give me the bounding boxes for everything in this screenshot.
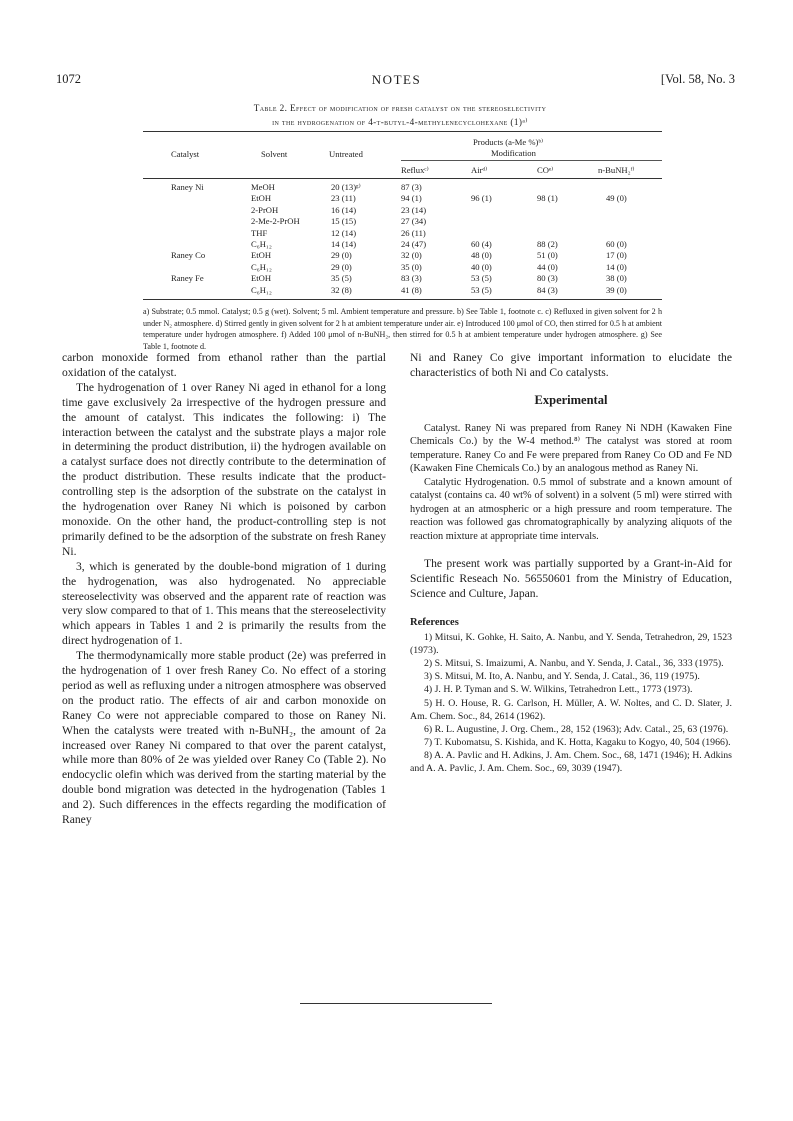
reference-item: 5) H. O. House, R. G. Carlson, H. Müller, A. W. Noltes, and C. D. Slater, J. Am. Chem. Soc., 84, 2614 (1962). <box>410 697 732 722</box>
header-modification: Modification <box>491 148 536 158</box>
cell-reflux: 41 (8) <box>401 284 422 295</box>
cell-reflux: 35 (0) <box>401 261 422 272</box>
cell-untreated: 14 (14) <box>331 238 357 249</box>
cell-co: 88 (2) <box>537 238 558 249</box>
cell-nbunh2: 38 (0) <box>606 273 627 284</box>
catalyst-paragraph: Catalyst. Raney Ni was prepared from Raney Ni NDH (Kawaken Fine Chemicals Co.) by the W-4 method.⁸⁾ The catalyst was stored at room temperature. Raney Co and Fe were prepared from Raney Co OD and Fe ND (Kawaken Fine Chemicals Co.) by an analogous method as Raney Ni. <box>410 422 732 475</box>
cell-co: 84 (3) <box>537 284 558 295</box>
table-row <box>143 250 662 261</box>
references-heading: References <box>410 616 459 628</box>
cell-nbunh2: 17 (0) <box>606 250 627 261</box>
cell-catalyst: Raney Co <box>171 250 206 261</box>
reference-item: 3) S. Mitsui, M. Ito, A. Nanbu, and Y. Senda, J. Catal., 36, 119 (1975). <box>424 671 700 683</box>
volume-label: [Vol. 58, No. 3 <box>660 72 735 86</box>
cell-solvent: C₆H₁₂ <box>251 284 272 295</box>
cell-reflux: 94 (1) <box>401 193 422 204</box>
cell-nbunh2: 49 (0) <box>606 193 627 204</box>
paragraph: The hydrogenation of 1 over Raney Ni aged in ethanol for a long time gave exclusively 2a irrespective of the hydrogen pressure and the amount of catalyst. This indicates the following: i) The interaction between the catalyst and the substrate plays a major role in determining the product distribution, ii) the hydrogen available on a catalyst surface does not directly contribute to the determination of the product distribution. These results indicate that the product-controlling step is the adsorption of the substrate on the catalyst in the hydrogenation over Raney Ni which is poisoned by carbon monoxide. On the other hand, the product-controlling step is not primarily defined to be the adsorption of the substrate on fresh Raney Ni. <box>62 380 386 558</box>
cell-co: 44 (0) <box>537 261 558 272</box>
cell-nbunh2: 14 (0) <box>606 261 627 272</box>
table-row <box>143 285 662 296</box>
header-co: COᵉ⁾ <box>537 165 554 175</box>
cell-air: 48 (0) <box>471 250 492 261</box>
reference-item: 2) S. Mitsui, S. Imaizumi, A. Nanbu, and Y. Senda, J. Catal., 36, 333 (1975). <box>424 658 724 670</box>
cell-solvent: C₆H₁₂ <box>251 238 272 249</box>
reference-item: 4) J. H. P. Tyman and S. W. Wilkins, Tetrahedron Lett., 1773 (1973). <box>424 684 693 696</box>
cell-untreated: 12 (14) <box>331 227 357 238</box>
reference-item: 6) R. L. Augustine, J. Org. Chem., 28, 152 (1963); Adv. Catal., 25, 63 (1976). <box>424 723 729 735</box>
table-row <box>143 273 662 284</box>
cell-untreated: 29 (0) <box>331 261 352 272</box>
table-header <box>143 132 662 178</box>
cell-untreated: 15 (15) <box>331 216 357 227</box>
cell-untreated: 35 (5) <box>331 273 352 284</box>
header-mod-rule <box>401 160 662 161</box>
cell-untreated: 20 (13)ᵍ⁾ <box>331 182 361 192</box>
reference-item: 7) T. Kubomatsu, S. Kishida, and K. Hotta, Kagaku to Kogyo, 40, 504 (1966). <box>424 736 731 748</box>
references <box>410 616 732 775</box>
header-air: Airᵈ⁾ <box>471 165 488 175</box>
cell-reflux: 32 (0) <box>401 250 422 261</box>
section-title: NOTES <box>371 72 422 87</box>
table-row <box>143 239 662 250</box>
cell-nbunh2: 60 (0) <box>606 238 627 249</box>
table-caption-line2: in the hydrogenation of 4-t-butyl-4-methylenecyclohexane (1)ᵃ⁾ <box>272 117 528 127</box>
header-untreated: Untreated <box>329 149 363 159</box>
cell-solvent: EtOH <box>251 193 272 204</box>
cell-air: 60 (4) <box>471 238 492 249</box>
cell-co: 80 (3) <box>537 273 558 284</box>
right-column <box>410 351 732 775</box>
cell-solvent: THF <box>251 227 268 238</box>
cell-untreated: 23 (11) <box>331 193 356 204</box>
cell-air: 53 (5) <box>471 284 492 295</box>
cell-untreated: 16 (14) <box>331 204 357 215</box>
cell-air: 96 (1) <box>471 193 492 204</box>
table-row <box>143 193 662 204</box>
header-reflux: Refluxᶜ⁾ <box>401 165 429 175</box>
acknowledgment: The present work was partially supported by a Grant-in-Aid for Scientific Reseach No. 56550601 from the Ministry of Education, Science and Culture, Japan. <box>410 557 732 601</box>
paragraph: The thermodynamically more stable product (2e) was preferred in the hydrogenation of 1 over fresh Raney Co. No effect of a storing period as well as refluxing under a nitrogen atmosphere was observed on the product ratio. The effects of air and carbon monoxide on Raney Co were not appreciable compared to those on Raney Ni. When the catalysts were treated with n-BuNH₂, the amount of 2a increased over Raney Ni compared to that over the parent catalyst, while more than 80% of 2e was yielded over Raney Co (Table 2). No endocyclic olefin which was derived from the starting material by the double bond migration was detected in the hydrogenation (Tables 1 and 2). Such differences in the effects regarding the modification of Raney <box>62 649 386 827</box>
cell-air: 53 (5) <box>471 273 492 284</box>
table-caption-line1: Table 2. Effect of modification of fresh catalyst on the stereoselectivity <box>253 103 547 113</box>
end-rule <box>300 1003 492 1004</box>
table-footnotes: a) Substrate; 0.5 mmol. Catalyst; 0.5 g (wet). Solvent; 5 ml. Ambient temperature and pressure. b) See Table 1, footnote c. c) Refluxed in given solvent for 2 h under N₂ atmosphere. d) Stirred gently in given solvent for 2 h at ambient temperature under air. e) Introduced 100 μmol of CO, then stirred for 0.5 h at ambient temperature under hydrogen atmosphere. f) Added 100 μmol of n-BuNH₂, then stirred for 0.5 h at ambient temperature under hydrogen atmosphere. g) See Table 1, footnote d. <box>143 307 662 351</box>
header-nbunh2: n-BuNH₂ᶠ⁾ <box>598 165 635 175</box>
table-row <box>143 228 662 239</box>
header-catalyst: Catalyst <box>171 149 200 159</box>
cell-reflux: 27 (34) <box>401 216 427 227</box>
page-number: 1072 <box>56 72 81 86</box>
table-caption <box>120 101 680 129</box>
cell-co: 98 (1) <box>537 193 558 204</box>
paragraph: 3, which is generated by the double-bond migration of 1 during the hydrogenation, was also hydrogenated. No appreciable stereoselectivity was observed and the apparent rate of reaction was very slow compared to that of 1. This means that the stereoselectivity which appears in Tables 1 and 2 is primarily the results from the direct hydrogenation of 1. <box>62 559 386 648</box>
cell-reflux: 26 (11) <box>401 227 426 238</box>
table-row <box>143 182 662 193</box>
cell-reflux: 24 (47) <box>401 238 427 249</box>
cell-solvent: EtOH <box>251 250 272 261</box>
table-row <box>143 216 662 227</box>
reference-item: 8) A. A. Pavlic and H. Adkins, J. Am. Chem. Soc., 68, 1471 (1946); H. Adkins and A. A. Pavlic, J. Am. Chem. Soc., 69, 3039 (1947). <box>410 749 732 774</box>
hydrogenation-paragraph: Catalytic Hydrogenation. 0.5 mmol of substrate and a known amount of catalyst (contains ca. 40 wt% of solvent) in a solvent (5 ml) were stirred with hydrogen at an atmospheric or a high pressure and room temperature. The reaction was followed gas chromatographically by analyzing aliquots of the reaction mixture at appropriate time intervals. <box>410 476 732 542</box>
cell-solvent: EtOH <box>251 273 272 284</box>
table-row <box>143 205 662 216</box>
cell-solvent: MeOH <box>251 182 275 192</box>
cell-reflux: 23 (14) <box>401 204 427 215</box>
header-solvent: Solvent <box>261 149 288 159</box>
table-row <box>143 262 662 273</box>
cell-untreated: 29 (0) <box>331 250 352 261</box>
data-table <box>143 131 662 300</box>
paragraph: carbon monoxide formed from ethanol rather than the partial oxidation of the catalyst. <box>62 351 386 379</box>
cell-solvent: 2-Me-2-PrOH <box>251 216 300 227</box>
cell-solvent: 2-PrOH <box>251 204 279 215</box>
cell-reflux: 87 (3) <box>401 182 422 192</box>
cell-solvent: C₆H₁₂ <box>251 261 272 272</box>
table-bottom-rule <box>143 299 662 300</box>
header-products: Products (a-Me %)ᵇ⁾ <box>473 137 544 147</box>
cell-catalyst: Raney Ni <box>171 182 204 192</box>
table-body <box>143 182 662 296</box>
experimental-section <box>410 422 732 544</box>
cell-catalyst: Raney Fe <box>171 273 204 284</box>
cell-nbunh2: 39 (0) <box>606 284 627 295</box>
experimental-heading: Experimental <box>534 392 608 407</box>
cell-reflux: 83 (3) <box>401 273 422 284</box>
cell-co: 51 (0) <box>537 250 558 261</box>
cell-air: 40 (0) <box>471 261 492 272</box>
reference-item: 1) Mitsui, K. Gohke, H. Saito, A. Nanbu, and Y. Senda, Tetrahedron, 29, 1523 (1973). <box>410 632 732 657</box>
paragraph: Ni and Raney Co give important information to elucidate the characteristics of both Ni and Co catalysts. <box>410 351 732 379</box>
left-column <box>62 351 386 828</box>
cell-untreated: 32 (8) <box>331 284 352 295</box>
